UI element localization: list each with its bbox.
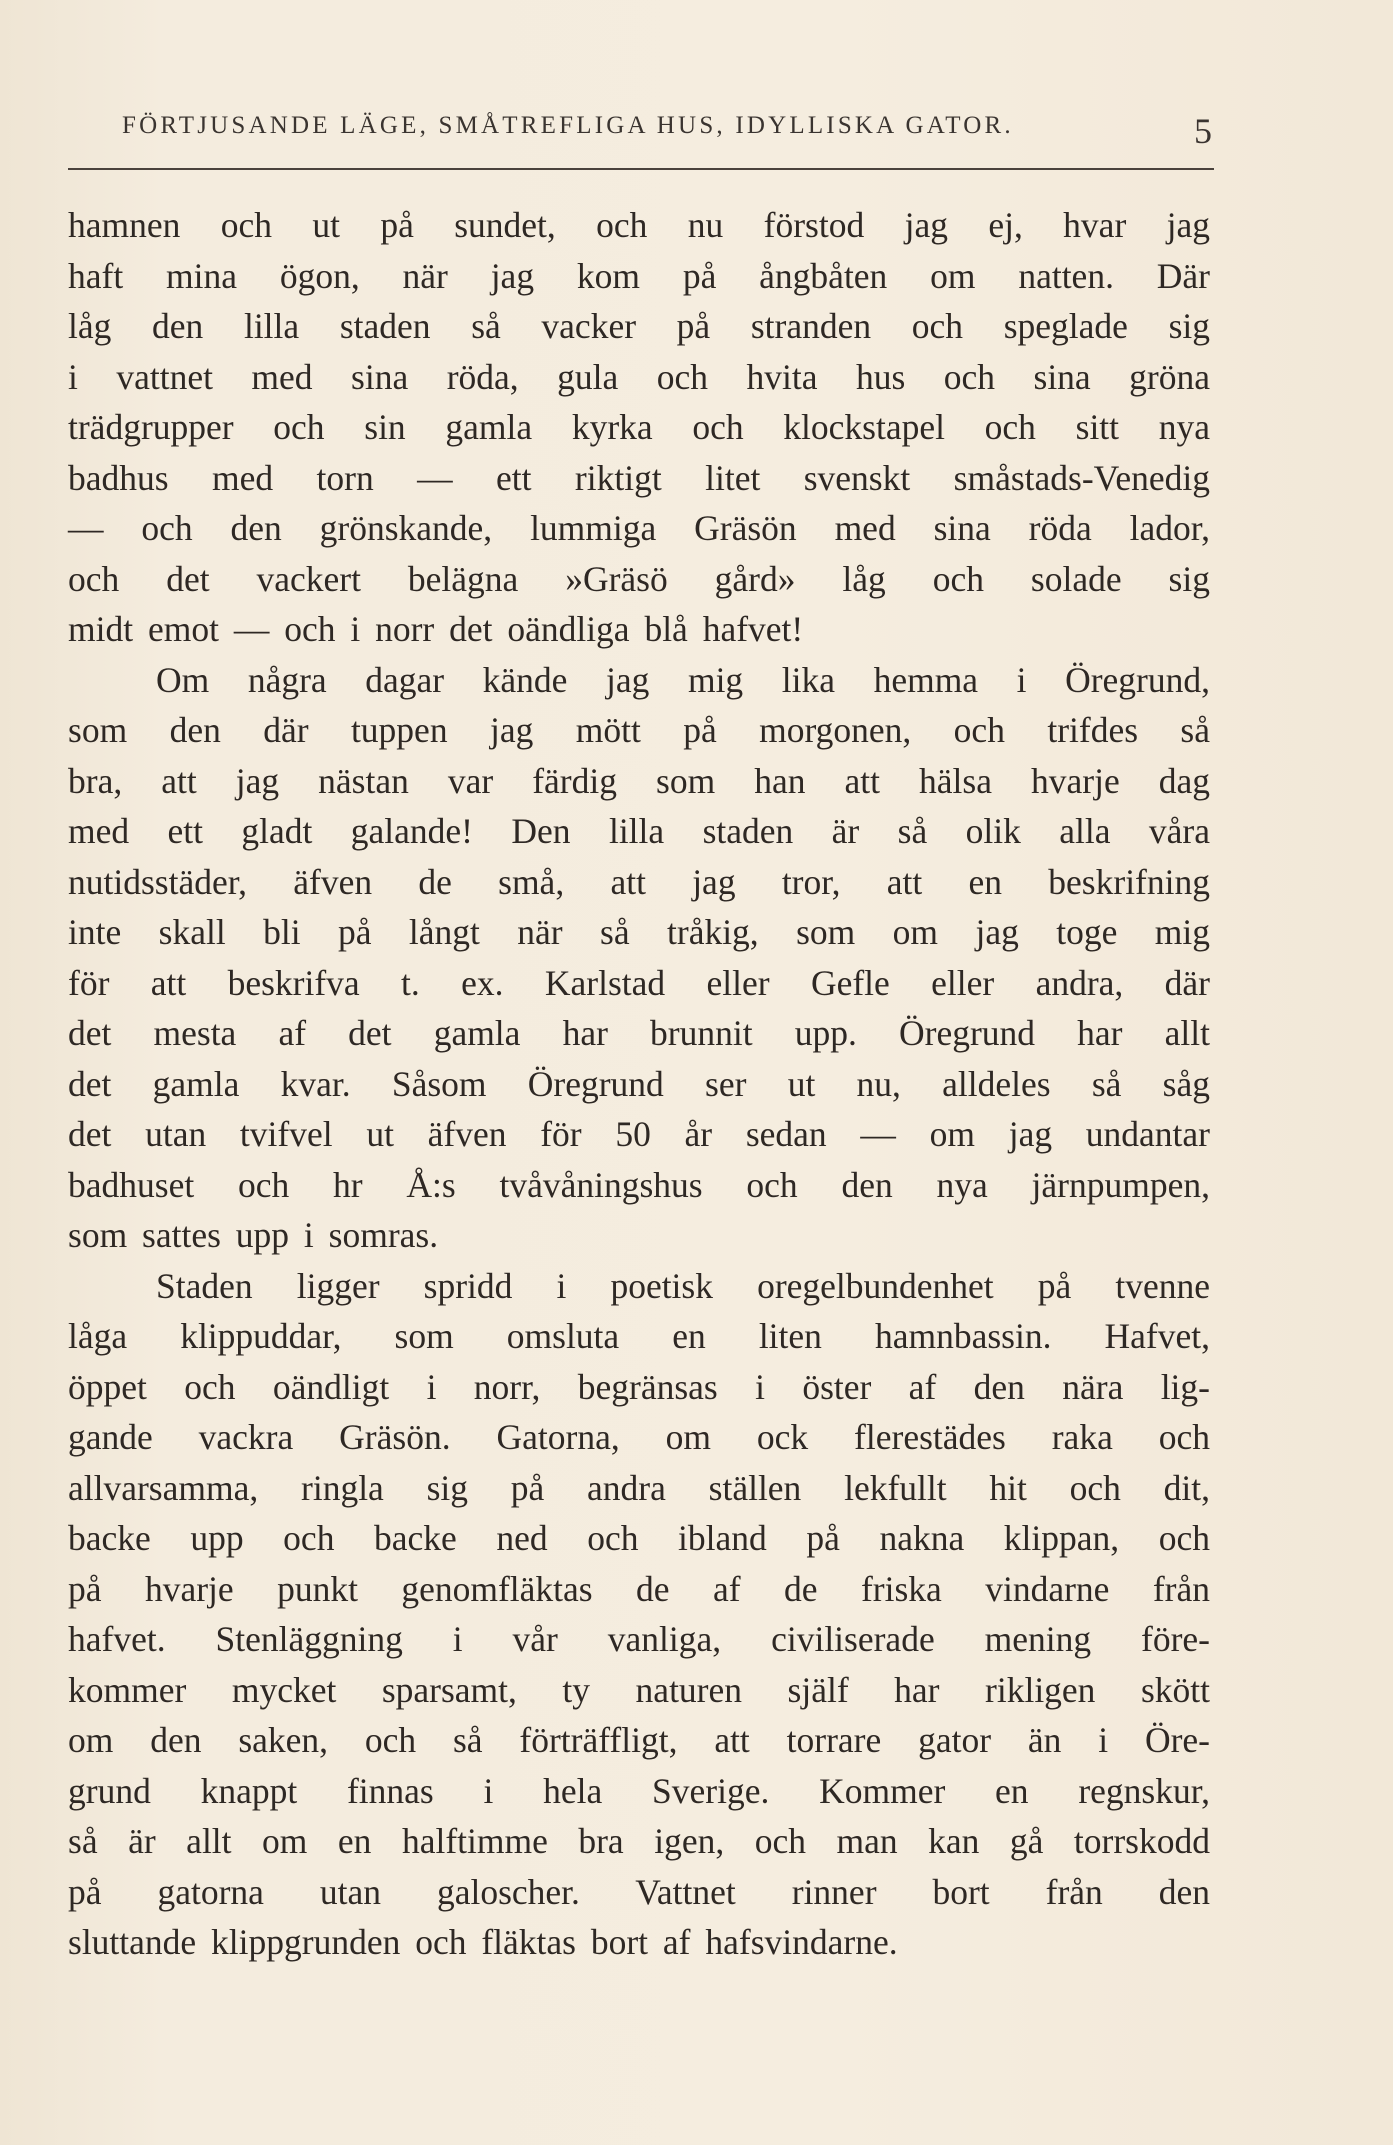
text-line [68,1412,1210,1463]
text-line-content: hamnen och ut på sundet, och nu förstod jag ej, hvar jag [68,205,1210,245]
text-line-content: badhus med torn — ett riktigt litet svenskt småstads-Venedig [68,457,1210,498]
running-head [122,112,1212,152]
text-line-content: på hvarje punkt genomfläktas de af de friska vindarne från [68,1568,1210,1609]
text-line [68,1463,1210,1514]
text-line [68,1715,1210,1766]
text-line [68,857,1210,908]
text-line-content: midt emot — och i norr det oändliga blå hafvet! [68,609,804,649]
text-line-content: om den saken, och så förträffligt, att torrare gator än i Öre- [68,1720,1210,1760]
text-line [68,907,1210,958]
text-line [68,554,1210,605]
text-line-content: sluttande klippgrunden och fläktas bort af hafsvindarne. [68,1922,898,1962]
text-line-content: gande vackra Gräsön. Gatorna, om ock flerestädes raka och [68,1417,1210,1457]
text-line-content: inte skall bli på långt när så tråkig, som om jag toge mig [68,912,1210,952]
text-line [68,1614,1210,1665]
running-head-title: FÖRTJUSANDE LÄGE, SMÅTREFLIGA HUS, IDYLLISKA GATOR. [122,112,1014,139]
text-line [68,756,1210,807]
text-line [68,604,1210,655]
text-line [68,806,1210,857]
header-rule [68,168,1214,170]
text-line [68,1816,1210,1867]
text-line-content: som den där tuppen jag mött på morgonen, och trifdes så [68,710,1210,750]
text-line-content: med ett gladt galande! Den lilla staden är så olik alla våra [68,811,1210,851]
text-line [68,705,1210,756]
text-line-content: bra, att jag nästan var färdig som han att hälsa hvarje dag [68,760,1210,801]
text-line [68,1665,1210,1716]
text-line-content: hafvet. Stenläggning i vår vanliga, civiliserade mening före- [68,1619,1210,1659]
text-line [68,301,1210,352]
text-line-content: Om några dagar kände jag mig lika hemma i Öregrund, [156,659,1210,700]
text-line-content: det mesta af det gamla har brunnit upp. Öregrund har allt [68,1013,1210,1053]
text-line-content: öppet och oändligt i norr, begränsas i öster af den nära lig- [68,1366,1210,1407]
text-line [68,1917,1210,1968]
text-line-content: låga klippuddar, som omsluta en liten hamnbassin. Hafvet, [68,1316,1210,1356]
text-line-content: — och den grönskande, lummiga Gräsön med sina röda lador, [68,508,1210,548]
text-line [68,1008,1210,1059]
text-line [68,1867,1210,1918]
text-line-content: låg den lilla staden så vacker på stranden och speglade sig [68,306,1210,346]
text-line-content: Staden ligger spridd i poetisk oregelbundenhet på tvenne [156,1265,1210,1306]
text-line [68,958,1210,1009]
text-line-content: som sattes upp i somras. [68,1215,439,1255]
text-line [68,1109,1210,1160]
text-line [68,453,1210,504]
text-line-content: det utan tvifvel ut äfven för 50 år sedan — om jag undantar [68,1114,1210,1154]
text-line [68,1564,1210,1615]
text-line [68,1261,1210,1312]
text-line-content: allvarsamma, ringla sig på andra ställen lekfullt hit och dit, [68,1467,1210,1508]
text-line [68,1513,1210,1564]
text-line [68,1059,1210,1110]
text-line-content: trädgrupper och sin gamla kyrka och klockstapel och sitt nya [68,407,1210,447]
text-line [68,1210,1210,1261]
text-line [68,655,1210,706]
text-line [68,503,1210,554]
text-line [68,402,1210,453]
text-line-content: i vattnet med sina röda, gula och hvita hus och sina gröna [68,356,1210,397]
text-line-content: grund knappt finnas i hela Sverige. Kommer en regnskur, [68,1770,1210,1811]
page-number: 5 [1194,111,1212,151]
text-line-content: backe upp och backe ned och ibland på nakna klippan, och [68,1518,1210,1558]
text-line-content: badhuset och hr Å:s tvåvåningshus och den nya järnpumpen, [68,1164,1210,1205]
text-line-content: så är allt om en halftimme bra igen, och man kan gå torrskodd [68,1821,1210,1861]
text-line-content: för att beskrifva t. ex. Karlstad eller Gefle eller andra, där [68,962,1210,1003]
text-line [68,1160,1210,1211]
text-line-content: nutidsstäder, äfven de små, att jag tror, att en beskrifning [68,861,1210,902]
text-line-content: det gamla kvar. Såsom Öregrund ser ut nu, alldeles så såg [68,1063,1210,1104]
body-text [68,200,1210,1968]
text-line-content: på gatorna utan galoscher. Vattnet rinner bort från den [68,1871,1210,1912]
text-line [68,1766,1210,1817]
text-line-content: och det vackert belägna »Gräsö gård» låg och solade sig [68,558,1210,599]
text-line [68,200,1210,251]
text-line-content: kommer mycket sparsamt, ty naturen själf har rikligen skött [68,1669,1210,1710]
text-line [68,251,1210,302]
text-line [68,352,1210,403]
text-line [68,1311,1210,1362]
text-line [68,1362,1210,1413]
text-line-content: haft mina ögon, när jag kom på ångbåten om natten. Där [68,255,1210,296]
